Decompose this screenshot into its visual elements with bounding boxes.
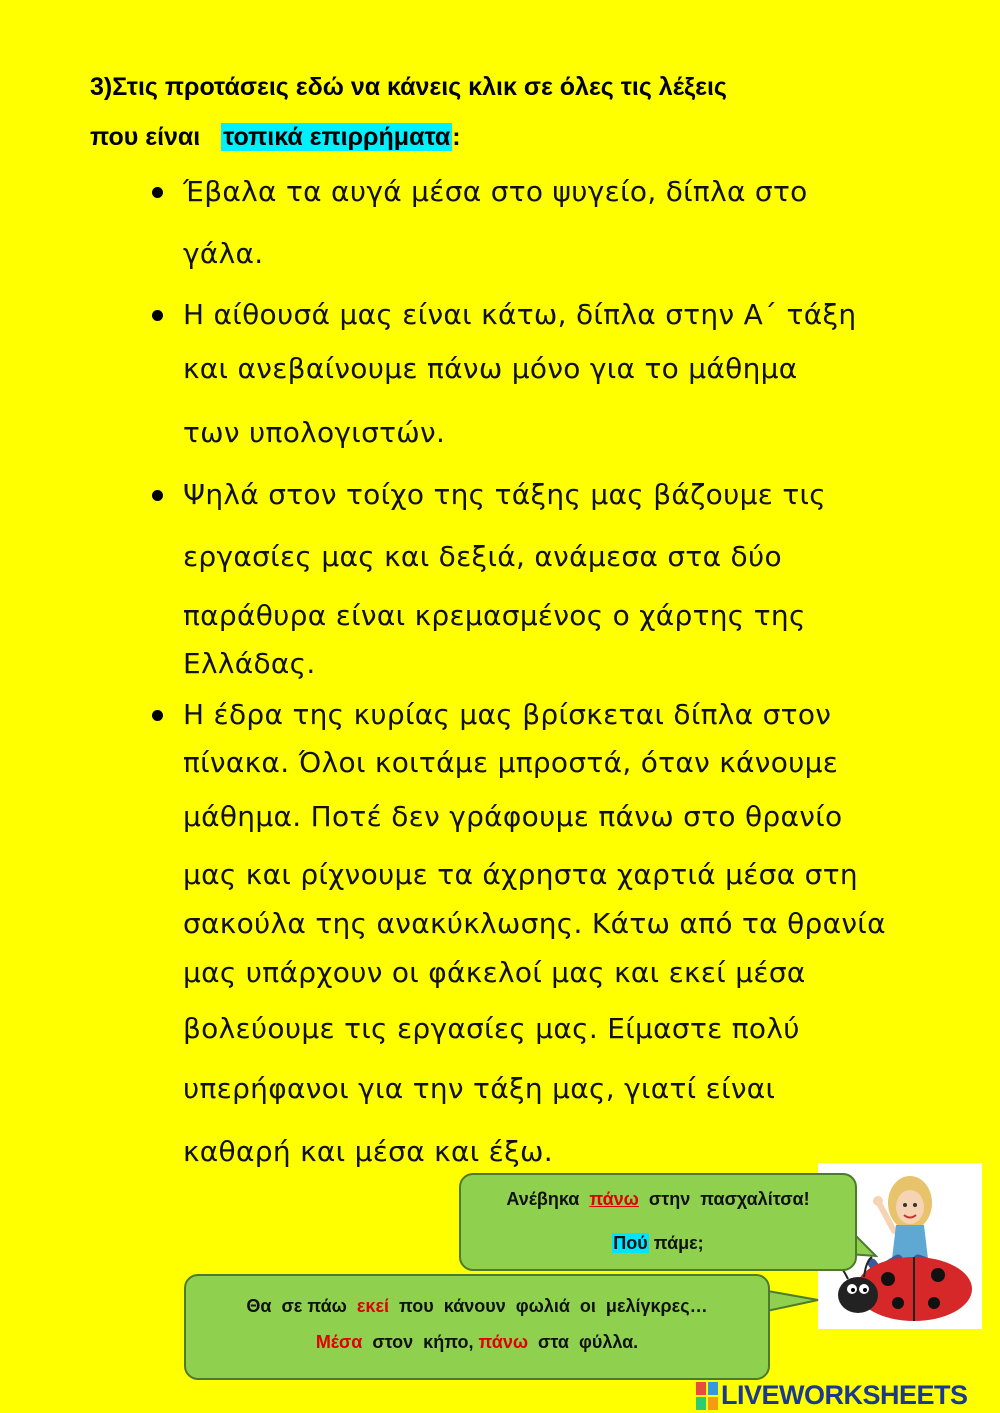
sentence-line[interactable]: μας υπάρχουν οι φάκελοί μας και εκεί μέσα (183, 956, 806, 989)
sentence-line[interactable]: Η αίθουσά μας είναι κάτω, δίπλα στην Α΄ τάξη (183, 298, 857, 331)
sentence-line[interactable]: σακούλα της ανακύκλωσης. Κάτω από τα θρανία (183, 907, 886, 940)
bubble-text: που κάνουν φωλιά οι μελίγκρες… (389, 1296, 708, 1316)
bubble-text: πάμε; (648, 1233, 704, 1253)
sentence-line[interactable]: Έβαλα τα αυγά μέσα στο ψυγείο, δίπλα στο (183, 175, 808, 208)
speech-bubble-girl (459, 1173, 857, 1271)
bubble-text: στην πασχαλίτσα! (638, 1189, 810, 1209)
liveworksheets-footer[interactable] (696, 1378, 996, 1412)
sentence-line[interactable]: Η έδρα της κυρίας μας βρίσκεται δίπλα στον (183, 698, 832, 731)
liveworksheets-logo-icon (696, 1382, 718, 1410)
bubble-line (461, 1233, 855, 1254)
speech-bubble-ladybug (184, 1274, 770, 1380)
bullet-point-icon (152, 187, 163, 198)
bullet-point-icon (152, 710, 163, 721)
bubble-line (186, 1296, 768, 1317)
instruction-prefix: που είναι (90, 123, 222, 151)
instruction-line-2 (90, 112, 950, 162)
bullet-point-icon (152, 310, 163, 321)
sentence-line[interactable]: παράθυρα είναι κρεμασμένος ο χάρτης της (183, 599, 806, 632)
bubble-text: στον κήπο, (362, 1332, 479, 1352)
sentence-line[interactable]: Ελλάδας. (183, 647, 316, 680)
bubble-line (461, 1189, 855, 1210)
brand-name: LIVEWORKSHEETS (721, 1380, 968, 1410)
sentence-line[interactable]: βολεύουμε τις εργασίες μας. Είμαστε πολύ (183, 1012, 800, 1045)
highlighted-question-word: Πού (613, 1233, 648, 1253)
emphasized-adverb: Μέσα (315, 1332, 363, 1352)
emphasized-adverb: πάνω (478, 1332, 529, 1352)
instruction-heading (90, 62, 950, 162)
emphasized-adverb: πάνω (589, 1189, 639, 1209)
sentence-line[interactable]: των υπολογιστών. (183, 416, 446, 449)
sentence-line[interactable]: μας και ρίχνουμε τα άχρηστα χαρτιά μέσα στη (183, 858, 858, 891)
sentence-line[interactable]: υπερήφανοι για την τάξη μας, γιατί είναι (183, 1072, 776, 1105)
bubble-text: Θα σε πάω (246, 1296, 357, 1316)
sentence-line[interactable]: καθαρή και μέσα και έξω. (183, 1135, 553, 1168)
speech-bubble-tail-icon (762, 1286, 822, 1316)
bubble-line (186, 1332, 768, 1353)
sentence-line[interactable]: και ανεβαίνουμε πάνω μόνο για το μάθημα (183, 352, 798, 385)
emphasized-adverb: εκεί (356, 1296, 390, 1316)
bullet-point-icon (152, 490, 163, 501)
sentence-line[interactable]: μάθημα. Ποτέ δεν γράφουμε πάνω στο θρανίο (183, 800, 843, 833)
sentence-line[interactable]: πίνακα. Όλοι κοιτάμε μπροστά, όταν κάνουμε (183, 746, 839, 779)
bubble-text: στα φύλλα. (528, 1332, 639, 1352)
highlighted-term: τοπικά επιρρήματα (223, 123, 451, 151)
instruction-suffix: : (452, 123, 461, 151)
instruction-line-1: 3)Στις προτάσεις εδώ να κάνεις κλικ σε όλες τις λέξεις (90, 73, 727, 101)
sentence-line[interactable]: Ψηλά στον τοίχο της τάξης μας βάζουμε τις (183, 478, 827, 511)
sentence-line[interactable]: γάλα. (183, 237, 264, 270)
bubble-text: Ανέβηκα (506, 1189, 590, 1209)
sentence-line[interactable]: εργασίες μας και δεξιά, ανάμεσα στα δύο (183, 540, 782, 573)
